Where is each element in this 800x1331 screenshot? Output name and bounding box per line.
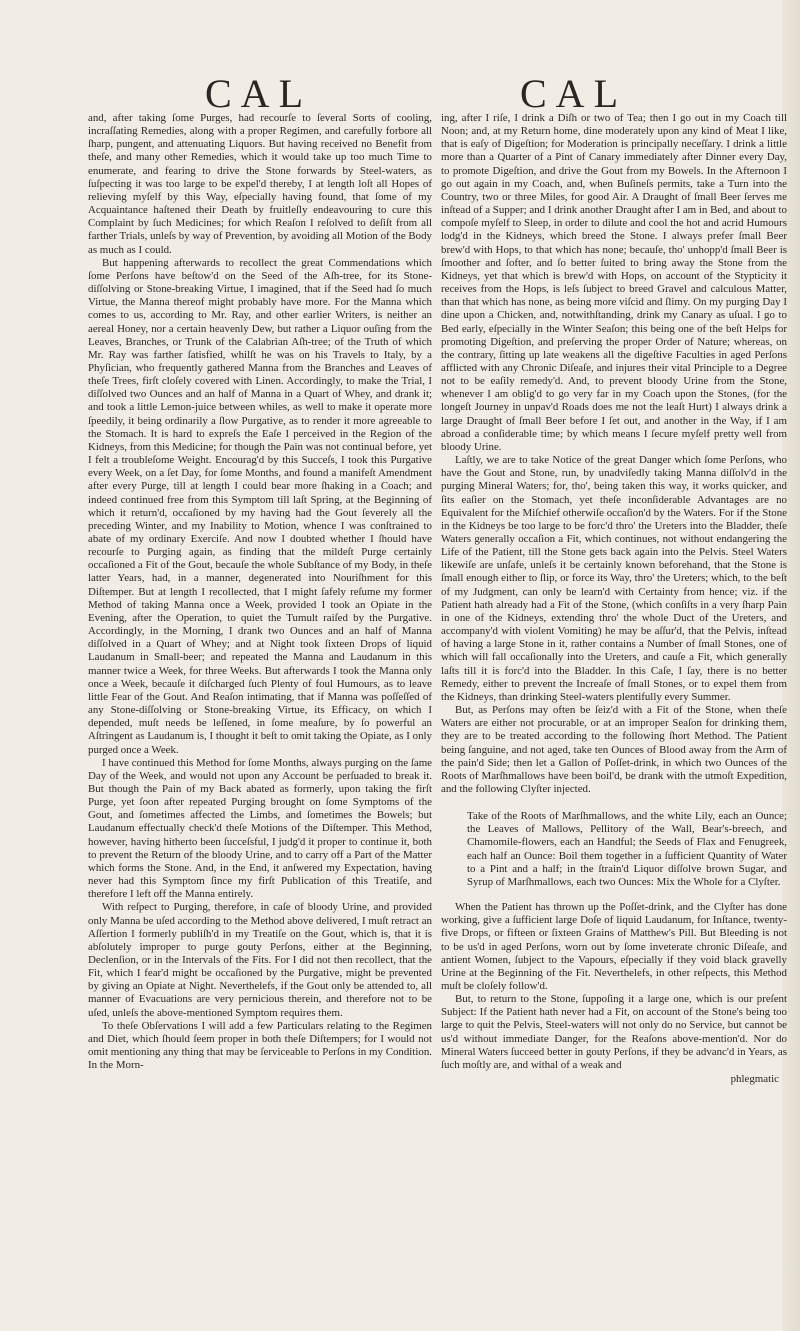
right-column [441, 112, 787, 1086]
paragraph: and, after taking ſome Purges, had recourſe to ſeveral Sorts of cooling, incraſſating Remedies, along with a proper Regimen, and carefully forbore all ſharp, pungent, and attenuating Liquors. But having received no Benefit from theſe, and many other Remedies, which it would take up too much Time to enumerate, and fearing to drive the Stone forwards by Steel-waters, as ſuſpecting it was too large to be expel'd thereby, I at length loſt all Hopes of relieving myſelf by this Way, eſpecially having found, that ſome of my Acquaintance haſtened their Death by fruitleſly endeavouring to cure this Complaint by ſuch Medicines; for which Reaſon I reſolved to deſiſt from all farther Trials, unleſs by way of Prevention, by avoiding all Motion of the Body as much as I could. [88, 112, 432, 256]
recipe-text: Take of the Roots of Marſhmallows, and the white Lily, each an Ounce; the Leaves of Mallows, Pellitory of the Wall, Bear's-breech, and Chamomile-flowers, each an Handful; the Seeds of Flax and Fenugreek, each half an Ounce: Boil them together in a ſufficient Quantity of Water to a Pint and a half; in the ſtrain'd Liquor diſſolve brown Sugar, and Syrup of Marſhmallows, each two Ounces: Mix the Whole for a Clyſter. [467, 810, 787, 888]
paragraph: But, to return to the Stone, ſuppoſing it a large one, which is our preſent Subject: If the Patient hath never had a Fit, on account of the Stone's being too large to quit the Pelvis, Steel-waters will not only do no Service, but cannot be us'd without immediate Danger, for the Reaſons above-mention'd. Nor do Mineral Waters ſucceed better in gouty Perſons, if they be advanc'd in Years, as ſuch moſtly are, and withal of a weak and [441, 993, 787, 1071]
paragraph: To theſe Obſervations I will add a few Particulars relating to the Regimen and Diet, which ſhould ſeem proper in both theſe Diſtempers; for I would not omit mentioning any thing that may be ſerviceable to Perſons in my Condition. In the Morn- [88, 1019, 432, 1072]
left-column [88, 112, 432, 1072]
running-head-right: CAL [520, 71, 627, 116]
clyster-recipe [441, 810, 787, 889]
running-head-left: CAL [205, 71, 312, 116]
paragraph: ing, after I riſe, I drink a Diſh or two of Tea; then I go out in my Coach till Noon; and, at my Return home, dine moderately upon any kind of Meat I like, that is eaſy of Digeſtion; for Moderation is principally neceſſary. I drink a little more than a Quarter of a Pint of Canary immediately after Dinner every Day, to promote Digeſtion, and drive the Gout from my Bowels. In the Afternoon I go out again in my Coach, and, when Buſineſs permits, take a Turn into the Country, two or three Miles, for good Air. A Draught of ſmall Beer ſerves me inſtead of a Supper; and I drink another Draught after I am in Bed, and about to compoſe myſelf to Sleep, in order to dilute and cool the hot and acrid Humours lodg'd in the Kidneys, which breed the Stone. I always prefer ſmall Beer brew'd with Hops, to that which has none; becauſe, tho' unhopp'd ſmall Beer is ſmoother and ſofter, and ſo better ſuited to bring away the Stone from the Kidneys, yet that which is brew'd with Hops, on account of the Stypticity it receives from the Hops, is leſs ſubject to breed Gravel and calculous Matter, than that which has none, as being more viſcid and ſlimy. On my purging Day I dine upon a Chicken, and, notwithſtanding, drink my Canary as uſual. I go to Bed early, eſpecially in the Winter Seaſon; this being one of the beſt Helps for promoting Digeſtion, and preſerving the proper Order of Nature; whereas, on the contrary, ſitting up late weakens all the digeſtive Faculties in aged Perſons afflicted with any Chronic Diſeaſe, and injures their vital Principle to a Degree not to be eaſily remedy'd. And, to prevent bloody Urine from the Stone, whenever I am oblig'd to go very far in my Coach upon the Stones, (for the longeſt Journey in unpav'd Roads does me not the leaſt Hurt) I always drink a large Draught of ſmall Beer before I ſet out, and another in the Way, if I am abroad a conſiderable time; by which means I ſecure myſelf pretty well from bloody Urine. [441, 112, 787, 453]
paragraph: I have continued this Method for ſome Months, always purging on the ſame Day of the Week, and would not upon any Account be perſuaded to break it. But though the Pain of my Back abated as formerly, upon taking the firſt Purge, yet ſoon after repeated Purging brought on ſome Symptoms of the Gout, and ſometimes affected the Limbs, and ſometimes the Bowels; but Laudanum effectually check'd theſe Motions of the Diſtemper. This Method, however, having hitherto been ſucceſsful, I judg'd it proper to continue it, both to prevent the Return of the bloody Urine, and to carry off a Part of the Matter which forms the Stone. And, in the End, it anſwered my Expectation, having never had this Symptom ſince my firſt Publication of this Treatiſe, and therefore I left off the Manna entirely. [88, 756, 432, 901]
paragraph: But, as Perſons may often be ſeiz'd with a Fit of the Stone, when theſe Waters are either not procurable, or at an improper Seaſon for drinking them, they are to be treated according to the following ſhort Method. The Patient being ſanguine, and not aged, take ten Ounces of Blood away from the Arm of the pain'd Side; then let a Gallon of Poſſet-drink, in which two Ounces of the Roots of Marſhmallows have been boil'd, be drank with the utmoſt Expedition, and the following Clyſter injected. [441, 704, 787, 795]
paragraph: With reſpect to Purging, therefore, in caſe of bloody Urine, and provided only Manna be uſed according to the Method above delivered, I muſt retract an Aſſertion I formerly publiſh'd in my Treatiſe on the Gout, which is, that it is abſolutely improper to purge gouty Perſons, either at the Beginning, Declenſion, or in the Intervals of the Fits. For I did not then recollect, that the Fit, which I fear'd might be occaſioned by the Purgative, might be prevented by giving an Opiate at Night. Neverthelefs, if the Gout only be attended to, all manner of Evacuations are very pernicious therein, and therefore not to be uſed, unleſs the above-mentioned Symptom requires them. [88, 901, 432, 1019]
paragraph: Laſtly, we are to take Notice of the great Danger which ſome Perſons, who have the Gout and Stone, run, by unadviſedly taking Manna diſſolv'd in the purging Mineral Waters; for, tho', being taken this way, it works quicker, and ſits eaſier on the Stomach, yet theſe inconſiderable Advantages are no Equivalent for the Miſchief otherwiſe occaſion'd by the Waters. For if the Stone in the Kidneys be too large to be forc'd thro' the Ureters into the Bladder, theſe Waters generally occaſion a Fit, which continues, not without endangering the Life of the Patient, till the Stone gets back again into the Pelvis. Steel Waters likewiſe are unſafe, unleſs it be certainly known beforehand, that the Stone is ſmall enough either to ſlip, or force its Way, thro' the Ureters; which, to the beſt of my Judgment, can only be learn'd with Certainty from hence; viz. if the Patient hath already had a Fit of the Stone, (which conſiſts in a very ſharp Pain in one of the Kidneys, extending thro' the whole Duct of the Ureters, and accompany'd with violent Vomiting) he may be aſſur'd, that the Pelvis, inſtead of having a large Stone in it, rather contains a Number of ſmall Stones, one of which will fall occaſionally into the Ureters, and cauſe a Fit, which generally laſts till it is forc'd into the Bladder. In this Caſe, I ſay, there is no better Remedy, either to prevent the Increaſe of ſmall Stones, or to expel them from the Kidneys, than drinking Steel-waters plentifully every Summer. [441, 454, 787, 703]
paragraph: When the Patient has thrown up the Poſſet-drink, and the Clyſter has done working, give a ſufficient large Doſe of liquid Laudanum, for Inſtance, twenty-five Drops, or fifteen or ſixteen Grains of Matthew's Pill. But Bleeding is not to be us'd in aged Perſons, worn out by ſome inveterate chronic Diſeaſe, and antient Women, ſubject to the Vapours, eſpecially if they void black gravelly Urine at the Beginning of the Fit. Neverthelefs, in other reſpects, this Method muſt be cloſely follow'd. [441, 901, 787, 992]
catchword: phlegmatic [730, 1073, 779, 1086]
paragraph: But happening afterwards to recollect the great Commendations which ſome Perſons have beſtow'd on the Seed of the Aſh-tree, for its Stone-diſſolving or Stone-breaking Virtue, I imagined, that if the Seed had ſo much Virtue, the Manna thereof might probably have more. For the Manna which comes to us, according to Mr. Ray, and other earlier Writers, is neither an aereal Honey, nor a certain heavenly Dew, but rather a Liquor ouſing from the Leaves, Branches, or Trunk of the Calabrian Aſh-tree; of the Truth of which Mr. Ray was farther ſatisfied, whilſt he was on his Travels to Italy, by a Phyſician, who frequently gathered Manna from the Branches and Leaves of theſe Trees, firſt cloſely covered with Linen. Accordingly, to make the Trial, I diſſolved two Ounces and an half of Manna in a Quart of Whey, and drank it; and took a little Lemon-juice between whiles, as well to make it operate more ſpeedily, it being ordinarily a ſlow Purgative, as to render it more agreeable to the Stomach. It is hard to expreſs the Eaſe I perceived in the Region of the Kidneys, from this Medicine; for though the Pain was not continual before, yet I felt a troubleſome Weight. Encourag'd by this Succeſs, I took this Purgative every Week, on a ſet Day, for ſome Months, and found a manifeſt Amendment after every Purge, till at length I could bear more ſhaking in a Coach; and indeed continued free from this Symptom till laſt Spring, at the Beginning of which it return'd, occaſioned by my having had the Gout ſeverely all the preceding Winter, and my Inability to Motion, whence I was conſtrained to abate of my ordinary Exerciſe. And now I doubted whether I ſhould have recourſe to Purging again, as finding that the mildeſt Purge certainly occaſioned a Fit of the Gout, becauſe the whole Subſtance of my Body, in theſe latter Years, had, in a manner, degenerated into Nouriſhment for this Diſtemper. But at length I recollected, that I might ſafely reſume my former Method of taking Manna once a Week, provided I took an Opiate in the Evening, after the Operation, to quiet the Tumult raiſed by the Purgative. Accordingly, in the Morning, I drank two Ounces and an half of Manna diſſolved in a Quart of Whey; and at Night took ſixteen Drops of liquid Laudanum in Small-beer; and repeated the Manna and Laudanum in this manner twice a Week, for three Weeks. But afterwards I took the Manna only once a Week, becauſe it diſcharged ſuch Plenty of foul Humours, as to leave little Fear of the Gout. And Reaſon intimating, that if Manna was poſſeſſed of any Stone-diſſolving or Stone-breaking Virtue, its Efficacy, on which I depended, muſt needs be leſſened, in ſome meaſure, by ſo powerful an Aſtringent as Laudanum is, I thought it beſt to omit taking the Opiate, as I only purged once a Week. [88, 256, 432, 756]
